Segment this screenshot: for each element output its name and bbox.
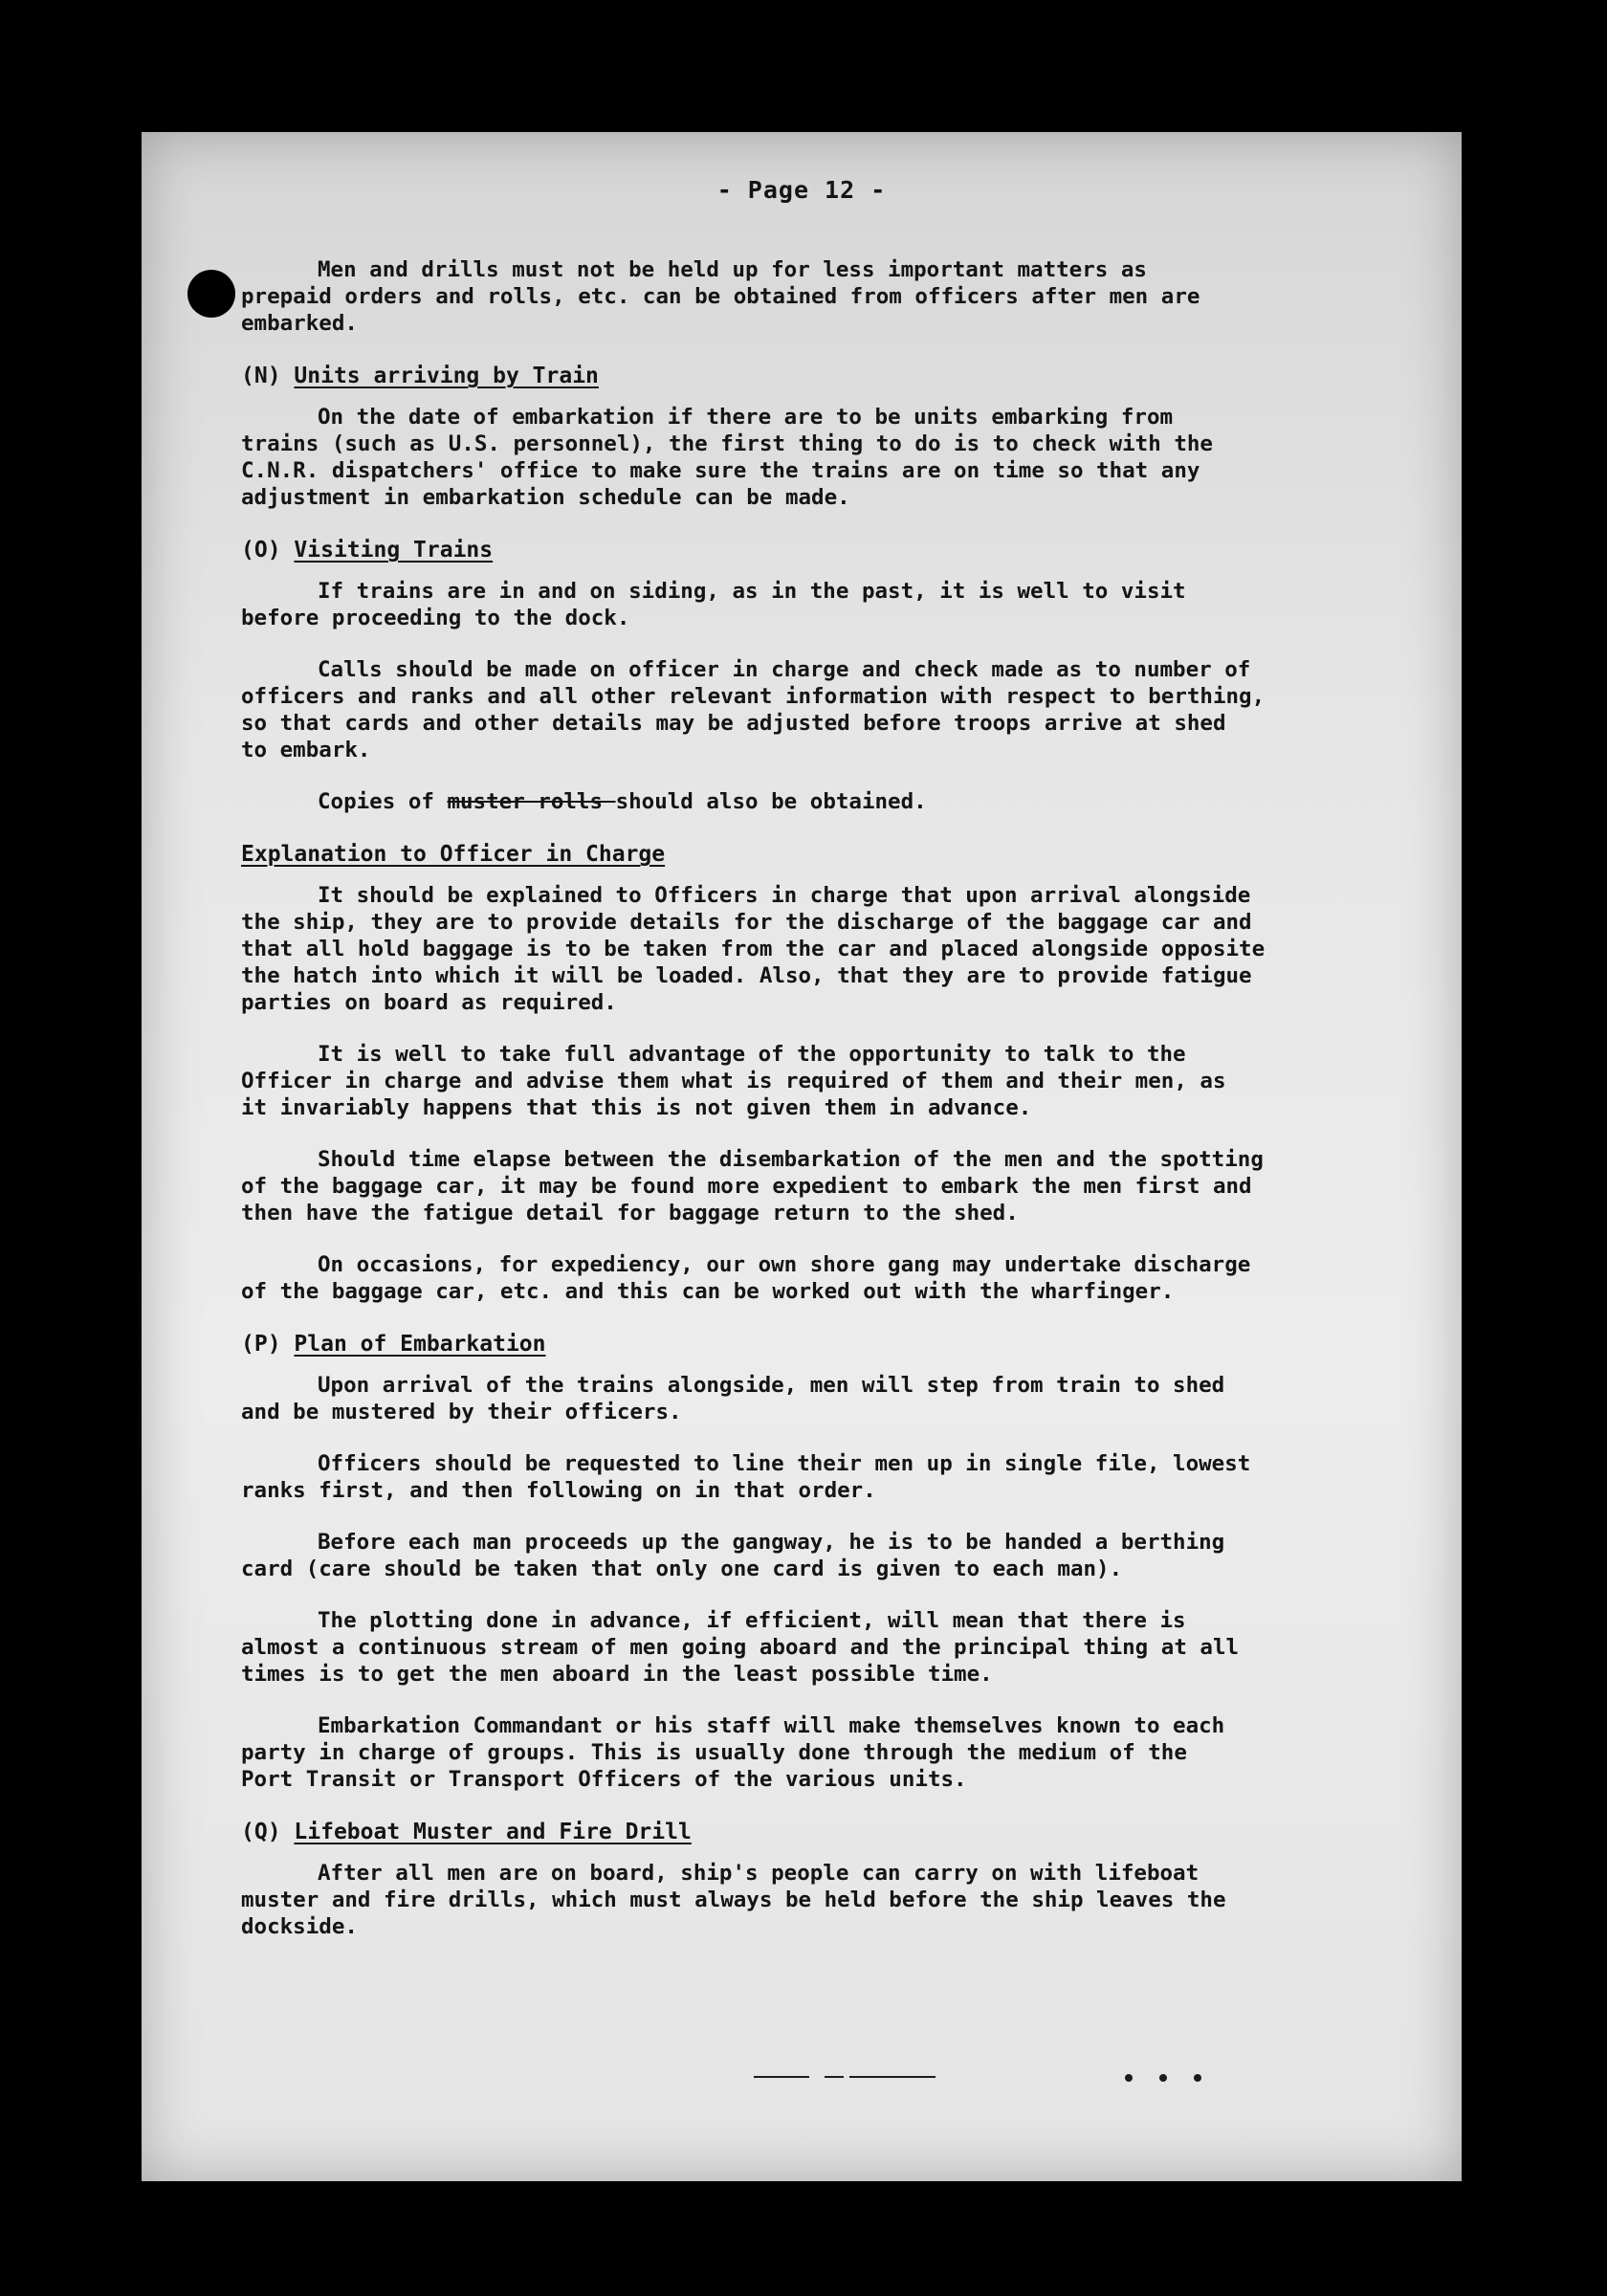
section-title: Units arriving by Train	[294, 364, 599, 388]
text-line	[241, 788, 1423, 815]
section-label: (N)	[241, 364, 281, 388]
paragraph	[241, 1607, 1423, 1688]
section-label: (O)	[241, 538, 281, 563]
text-line: It is well to take full advantage of the opportunity to talk to the	[318, 1042, 1186, 1067]
text-line: then have the fatigue detail for baggage return to the shed.	[241, 1201, 1019, 1225]
text-line: to embark.	[241, 738, 371, 762]
text-line: trains (such as U.S. personnel), the first thing to do is to check with the	[241, 431, 1213, 456]
footer-dash	[754, 2076, 809, 2078]
text-line: of the baggage car, it may be found more expedient to embark the men first and	[241, 1174, 1252, 1199]
text-line: the ship, they are to provide details for the discharge of the baggage car and	[241, 910, 1252, 935]
text-line: Upon arrival of the trains alongside, men will step from train to shed	[318, 1373, 1225, 1398]
text-line: so that cards and other details may be adjusted before troops arrive at shed	[241, 711, 1226, 736]
text-line: of the baggage car, etc. and this can be worked out with the wharfinger.	[241, 1279, 1175, 1304]
paragraph	[241, 882, 1423, 1016]
text-line: it invariably happens that this is not given them in advance.	[241, 1095, 1032, 1120]
text-line: Officer in charge and advise them what is required of them and their men, as	[241, 1069, 1226, 1093]
section-heading	[241, 1818, 1423, 1846]
text-line: embarked.	[241, 311, 358, 336]
punch-hole	[187, 270, 235, 318]
footer-dot	[1159, 2074, 1167, 2082]
text-line: times is to get the men aboard in the least possible time.	[241, 1662, 993, 1687]
footer-dash	[849, 2076, 936, 2078]
section-heading	[241, 362, 1423, 390]
text-line: that all hold baggage is to be taken from the car and placed alongside opposite	[241, 937, 1266, 961]
text-line: and be mustered by their officers.	[241, 1400, 682, 1424]
paragraph	[241, 1712, 1423, 1793]
text-line: Men and drills must not be held up for less important matters as	[318, 257, 1147, 282]
section-title: Lifeboat Muster and Fire Drill	[294, 1820, 692, 1844]
text-line: the hatch into which it will be loaded. Also, that they are to provide fatigue	[241, 963, 1252, 988]
text-line: Calls should be made on officer in charge and check made as to number of	[318, 657, 1251, 682]
text-fragment: Copies of	[318, 789, 448, 814]
text-line: It should be explained to Officers in charge that upon arrival alongside	[318, 883, 1251, 908]
text-line: ranks first, and then following on in that order.	[241, 1478, 876, 1503]
text-line: The plotting done in advance, if efficient, will mean that there is	[318, 1608, 1186, 1633]
paragraph	[241, 256, 1423, 337]
text-line: card (care should be taken that only one card is given to each man).	[241, 1556, 1123, 1581]
section-title: Plan of Embarkation	[294, 1332, 546, 1357]
paragraph	[241, 1146, 1423, 1226]
text-line: On occasions, for expediency, our own shore gang may undertake discharge	[318, 1252, 1251, 1277]
text-line: party in charge of groups. This is usually done through the medium of the	[241, 1740, 1187, 1765]
paragraph	[241, 1450, 1423, 1504]
text-line: Port Transit or Transport Officers of the various units.	[241, 1767, 967, 1792]
text-line: Embarkation Commandant or his staff will make themselves known to each	[318, 1713, 1225, 1738]
paragraph	[241, 1041, 1423, 1121]
document-body	[241, 256, 1423, 1965]
text-line: C.N.R. dispatchers' office to make sure the trains are on time so that any	[241, 458, 1200, 483]
text-line: After all men are on board, ship's people can carry on with lifeboat	[318, 1861, 1200, 1886]
section-title: Visiting Trains	[294, 538, 494, 563]
section-label: (P)	[241, 1332, 281, 1357]
footer-dash	[825, 2076, 844, 2078]
text-line: officers and ranks and all other relevant information with respect to berthing,	[241, 684, 1266, 709]
paragraph	[241, 578, 1423, 631]
paragraph	[241, 788, 1423, 815]
section-label: (Q)	[241, 1820, 281, 1844]
text-line: Should time elapse between the disembarkation of the men and the spotting	[318, 1147, 1264, 1172]
struck-text: muster rolls	[447, 789, 616, 814]
section-heading	[241, 840, 1423, 869]
footer-dot	[1125, 2074, 1133, 2082]
page-number: - Page 12 -	[716, 176, 887, 204]
text-line: Officers should be requested to line their men up in single file, lowest	[318, 1451, 1251, 1476]
text-fragment: should also be obtained.	[615, 789, 927, 814]
text-line: before proceeding to the dock.	[241, 606, 630, 630]
text-line: prepaid orders and rolls, etc. can be obtained from officers after men are	[241, 284, 1200, 309]
text-line: muster and fire drills, which must always be held before the ship leaves the	[241, 1888, 1226, 1912]
text-line: If trains are in and on siding, as in the past, it is well to visit	[318, 579, 1186, 604]
text-line: On the date of embarkation if there are to be units embarking from	[318, 405, 1174, 430]
section-heading	[241, 536, 1423, 564]
text-line: almost a continuous stream of men going aboard and the principal thing at all	[241, 1635, 1240, 1660]
paragraph	[241, 1860, 1423, 1940]
paragraph	[241, 404, 1423, 511]
section-heading	[241, 1330, 1423, 1358]
footer-marks	[754, 2067, 1423, 2086]
footer-dot	[1194, 2074, 1201, 2082]
paragraph	[241, 656, 1423, 763]
text-line: adjustment in embarkation schedule can be made.	[241, 485, 850, 510]
document-sheet	[142, 132, 1462, 2181]
text-line: parties on board as required.	[241, 990, 617, 1015]
text-line: Before each man proceeds up the gangway, he is to be handed a berthing	[318, 1530, 1225, 1555]
section-title: Explanation to Officer in Charge	[241, 842, 666, 867]
paragraph	[241, 1251, 1423, 1305]
paragraph	[241, 1372, 1423, 1425]
paragraph	[241, 1529, 1423, 1582]
text-line: dockside.	[241, 1914, 358, 1939]
